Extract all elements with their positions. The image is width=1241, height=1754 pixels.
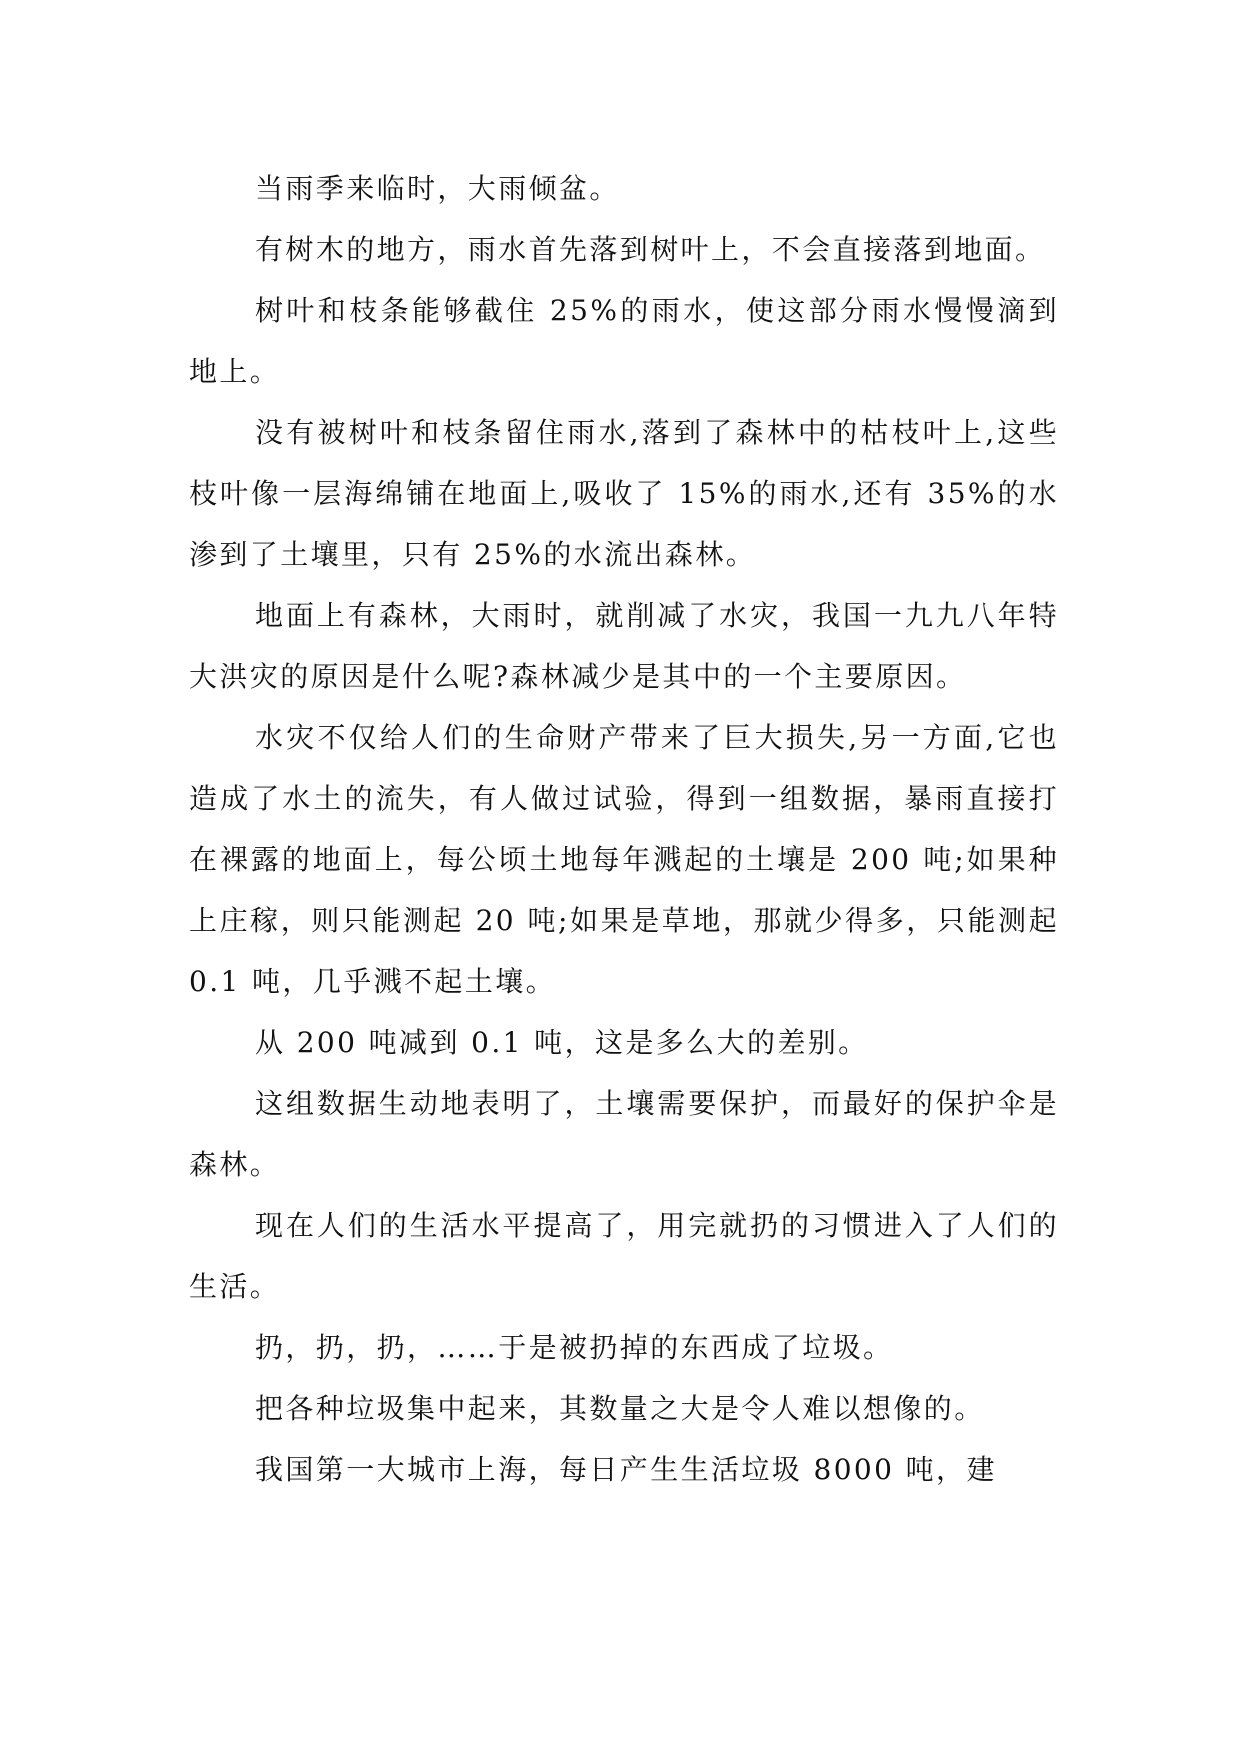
paragraph-8: 这组数据生动地表明了，土壤需要保护，而最好的保护伞是森林。 [189, 1087, 1059, 1181]
paragraph-6: 水灾不仅给人们的生命财产带来了巨大损失,另一方面,它也造成了水土的流失，有人做过试验，得到一组数据，暴雨直接打在裸露的地面上，每公顷土地每年溅起的土壤是 200 吨;如果种上庄稼，则只能测起 20 吨;如果是草地，那就少得多，只能测起 0.1 吨，几乎溅不起土壤。 [189, 721, 1059, 998]
paragraph-3: 树叶和枝条能够截住 25%的雨水，使这部分雨水慢慢滴到地上。 [189, 294, 1059, 388]
paragraph-7: 从 200 吨减到 0.1 吨，这是多么大的差别。 [255, 1026, 869, 1059]
document-body [189, 158, 1059, 1500]
paragraph-12: 我国第一大城市上海，每日产生生活垃圾 8000 吨，建 [255, 1453, 997, 1486]
paragraph-9: 现在人们的生活水平提高了，用完就扔的习惯进入了人们的生活。 [189, 1209, 1059, 1303]
paragraph-11: 把各种垃圾集中起来，其数量之大是令人难以想像的。 [255, 1392, 985, 1425]
paragraph-2: 有树木的地方，雨水首先落到树叶上，不会直接落到地面。 [255, 233, 1046, 266]
paragraph-1: 当雨季来临时，大雨倾盆。 [255, 172, 620, 205]
paragraph-4: 没有被树叶和枝条留住雨水,落到了森林中的枯枝叶上,这些枝叶像一层海绵铺在地面上,吸收了 15%的雨水,还有 35%的水渗到了土壤里，只有 25%的水流出森林。 [189, 416, 1059, 571]
paragraph-5: 地面上有森林，大雨时，就削减了水灾，我国一九九八年特大洪灾的原因是什么呢?森林减少是其中的一个主要原因。 [189, 599, 1059, 693]
paragraph-10: 扔，扔，扔，……于是被扔掉的东西成了垃圾。 [255, 1331, 894, 1364]
